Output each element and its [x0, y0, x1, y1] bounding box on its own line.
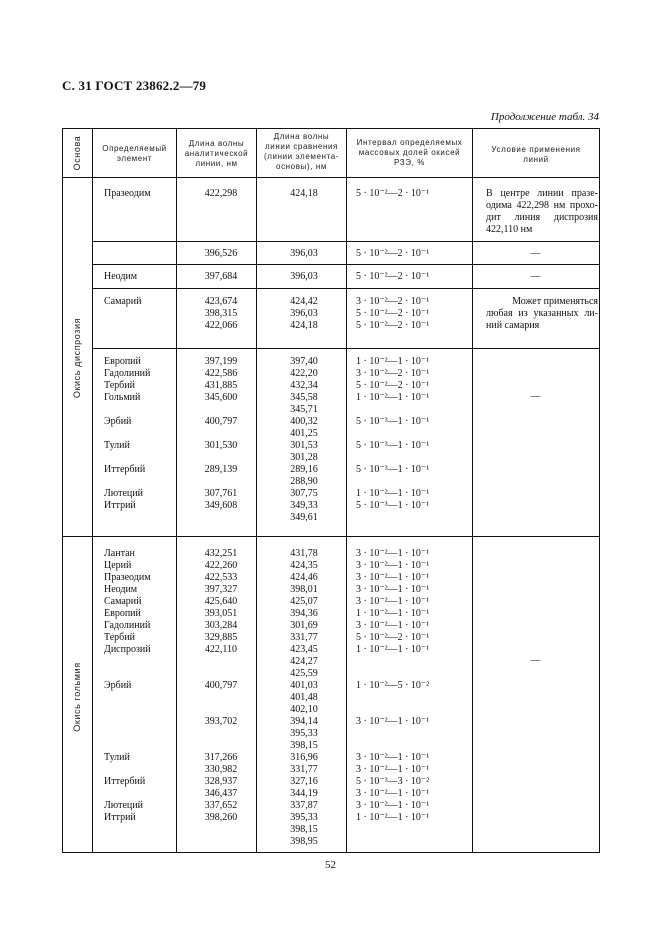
table-cell-condition: —: [530, 655, 541, 666]
table-cell-analytical: 423,674 398,315 422,066: [204, 296, 238, 331]
table-cell-condition: —: [530, 248, 541, 259]
table-cell-interval: 3 · 10⁻²—2 · 10⁻¹ 5 · 10⁻²—2 · 10⁻¹ 5 · 10⁻²—2 · 10⁻¹: [356, 296, 430, 331]
table-cell-element: Европий Гадолиний Тербий Гольмий Эрбий Тулий Иттербий Лютеций Иттрий: [104, 356, 151, 511]
condition-line: 422,110 нм: [486, 224, 533, 235]
table-cell-analytical: 396,526: [204, 248, 238, 259]
table-cell-element: Самарий: [104, 296, 142, 307]
section-base-holmium: Окись гольмия: [72, 662, 82, 732]
table-cell-condition: [486, 188, 598, 236]
page-header: С. 31 ГОСТ 23862.2—79: [62, 78, 207, 93]
table-cell-analytical: 422,298: [204, 188, 238, 199]
condition-line: ний самария: [486, 320, 540, 331]
table-cell-comparison: 424,18: [290, 188, 318, 199]
column-header-condition: Условие применения линий: [491, 145, 581, 164]
table-cell-comparison: 396,03: [290, 248, 318, 259]
section-base-dysprosium: Окись диспрозия: [72, 317, 82, 399]
table-cell-analytical: 432,251 422,260 422,533 397,327 425,640 393,051 303,284 329,885 422,110 400,797 393,702 317,266 330,982 328,937 346,437 337,652 398,260: [204, 548, 238, 823]
table-cell-interval: 5 · 10⁻²—2 · 10⁻¹: [356, 271, 430, 282]
table-cell-element: Неодим: [104, 271, 138, 282]
table-cell-element: Празеодим: [104, 188, 151, 199]
column-header-base: Основа: [72, 135, 82, 171]
page-number: 52: [325, 859, 336, 871]
table-cell-interval: 1 · 10⁻²—1 · 10⁻¹ 3 · 10⁻²—2 · 10⁻¹ 5 · 10⁻²—2 · 10⁻¹ 1 · 10⁻²—1 · 10⁻¹ 5 · 10⁻³—1 · 10⁻¹ 5 · 10⁻³—1 · 10⁻¹ 5 · 10⁻³—1 · 10⁻¹ 1 · 10⁻²—1 · 10⁻¹ 5 · 10⁻³—1 · 10⁻¹: [356, 356, 430, 511]
data-table: [62, 128, 599, 853]
table-cell-comparison: 396,03: [290, 271, 318, 282]
table-cell-analytical: 397,684: [204, 271, 238, 282]
condition-line: одима 422,298 нм прохо-: [486, 200, 598, 211]
table-cell-interval: 3 · 10⁻²—1 · 10⁻¹ 3 · 10⁻²—1 · 10⁻¹ 3 · 10⁻²—1 · 10⁻¹ 3 · 10⁻²—1 · 10⁻¹ 3 · 10⁻²—1 · 10⁻¹ 1 · 10⁻²—1 · 10⁻¹ 3 · 10⁻²—1 · 10⁻¹ 5 · 10⁻²—2 · 10⁻¹ 1 · 10⁻²—1 · 10⁻¹ 1 · 10⁻²—5 · 10⁻² 3 · 10⁻²—1 · 10⁻¹ 3 · 10⁻²—1 · 10⁻¹ 3 · 10⁻²—1 · 10⁻¹ 5 · 10⁻³—3 · 10⁻² 3 · 10⁻²—1 · 10⁻¹ 3 · 10⁻²—1 · 10⁻¹ 1 · 10⁻²—1 · 10⁻¹: [356, 548, 430, 823]
table-cell-interval: 5 · 10⁻²—2 · 10⁻¹: [356, 248, 430, 259]
column-header-interval: Интервал определяемых массовых долей окисей РЗЭ, %: [356, 138, 463, 167]
table-cell-interval: 5 · 10⁻²—2 · 10⁻¹: [356, 188, 430, 199]
condition-line: дит линия диспрозия: [486, 212, 598, 223]
table-cell-condition: —: [530, 391, 541, 402]
table-cell-element: Лантан Церий Празеодим Неодим Самарий Европий Гадолиний Тербий Диспрозий Эрбий Тулий Иттербий Лютеций Иттрий: [104, 548, 151, 823]
table-cell-comparison: 397,40 422,20 432,34 345,58 345,71 400,32 401,25 301,53 301,28 289,16 288,90 307,75 349,33 349,61: [290, 356, 318, 523]
condition-line: В центре линии празе-: [486, 188, 598, 199]
table-continuation-label: Продолжение табл. 34: [490, 111, 599, 123]
column-header-comparison: Длина волны линии сравнения (линии элемента- основы), нм: [263, 132, 340, 171]
table-cell-condition: [486, 296, 598, 332]
table-cell-comparison: 431,78 424,35 424,46 398,01 425,07 394,36 301,69 331,77 423,45 424,27 425,59 401,03 401,48 402,10 394,14 395,33 398,15 316,96 331,77 327,16 344,19 337,87 395,33 398,15 398,95: [290, 548, 318, 847]
table-cell-comparison: 424,42 396,03 424,18: [290, 296, 318, 331]
column-header-analytical: Длина волны аналитической линии, нм: [184, 139, 249, 168]
condition-line: Может применяться: [512, 296, 598, 307]
condition-line: любая из указанных ли-: [486, 308, 598, 319]
table-cell-condition: —: [530, 271, 541, 282]
column-header-element: Определяемый элемент: [102, 144, 167, 163]
table-cell-analytical: 397,199 422,586 431,885 345,600 400,797 301,530 289,139 307,761 349,608: [204, 356, 238, 511]
